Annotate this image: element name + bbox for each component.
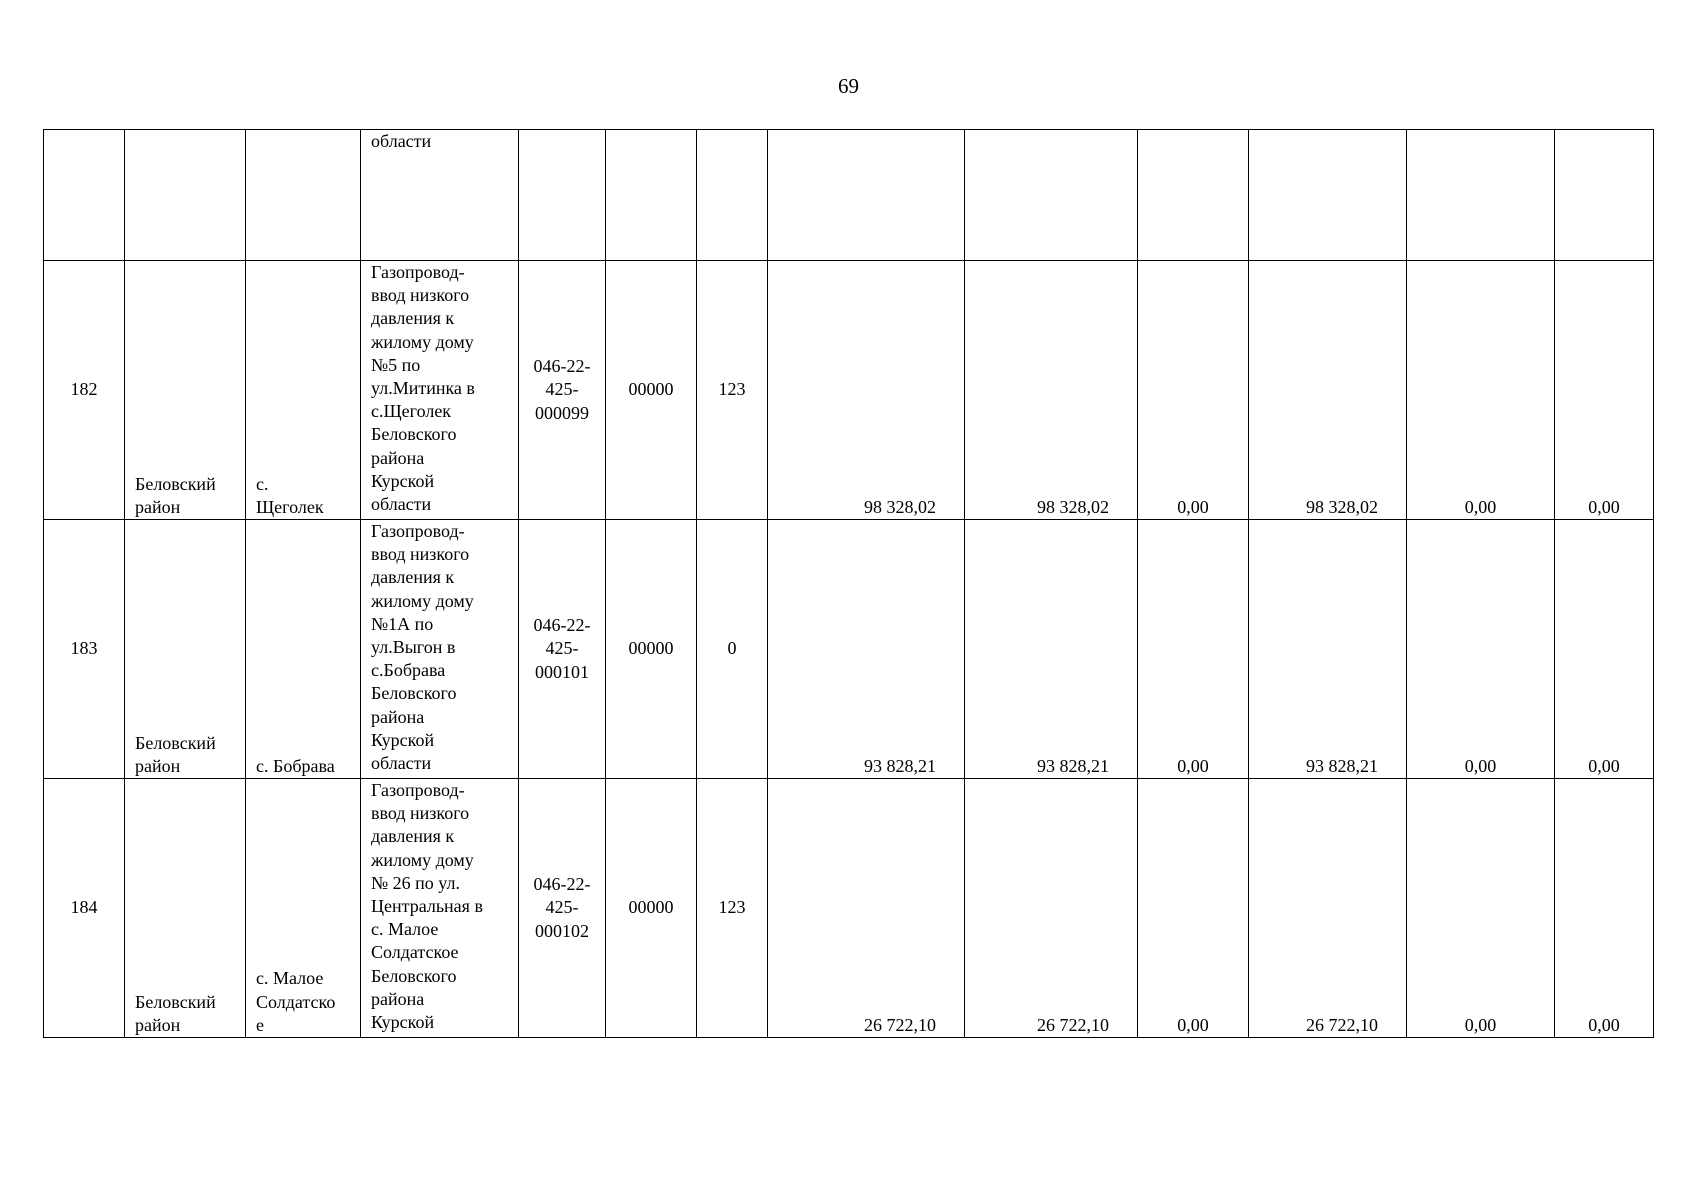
cell-locality: с. Малое Солдатско е (246, 779, 361, 1038)
cell-value-6 (1555, 130, 1654, 261)
cell-num: 182 (44, 261, 125, 520)
cell-value-5: 0,00 (1407, 520, 1555, 779)
page-number: 69 (838, 74, 859, 98)
cell-num: 183 (44, 520, 125, 779)
cell-value-2: 26 722,10 (965, 779, 1138, 1038)
cell-num (44, 130, 125, 261)
cell-district: Беловский район (125, 520, 246, 779)
cell-value-4: 26 722,10 (1249, 779, 1407, 1038)
cell-value-4: 98 328,02 (1249, 261, 1407, 520)
registry-table (43, 129, 1654, 1038)
cell-object-name: Газопровод- ввод низкого давления к жилому дому №1А по ул.Выгон в с.Бобрава Беловского района Курской области (361, 520, 519, 779)
table-row (44, 261, 1654, 520)
cell-value-3 (1138, 130, 1249, 261)
table-row (44, 520, 1654, 779)
cell-locality: с. Бобрава (246, 520, 361, 779)
cell-value-3: 0,00 (1138, 779, 1249, 1038)
cell-col7 (697, 130, 768, 261)
cell-value-6: 0,00 (1555, 779, 1654, 1038)
cell-district: Беловский район (125, 779, 246, 1038)
cell-col7: 0 (697, 520, 768, 779)
cell-value-2: 93 828,21 (965, 520, 1138, 779)
cell-value-4: 93 828,21 (1249, 520, 1407, 779)
cell-value-4 (1249, 130, 1407, 261)
cell-value-2 (965, 130, 1138, 261)
cell-locality: с. Щеголек (246, 261, 361, 520)
cell-value-2: 98 328,02 (965, 261, 1138, 520)
cell-value-6: 0,00 (1555, 261, 1654, 520)
cell-value-5 (1407, 130, 1555, 261)
table-row (44, 779, 1654, 1038)
cell-value-1: 98 328,02 (768, 261, 965, 520)
cell-col7: 123 (697, 779, 768, 1038)
cell-object-name: области (361, 130, 519, 261)
cell-object-name: Газопровод- ввод низкого давления к жилому дому №5 по ул.Митинка в с.Щеголек Беловского района Курской области (361, 261, 519, 520)
cell-value-1 (768, 130, 965, 261)
cell-value-5: 0,00 (1407, 779, 1555, 1038)
cell-col7: 123 (697, 261, 768, 520)
cell-value-6: 0,00 (1555, 520, 1654, 779)
table-row-continuation (44, 130, 1654, 261)
cell-cadastral-code: 046-22- 425- 000101 (519, 520, 606, 779)
cell-value-1: 93 828,21 (768, 520, 965, 779)
cell-cadastral-code: 046-22- 425- 000099 (519, 261, 606, 520)
cell-district: Беловский район (125, 261, 246, 520)
cell-col6: 00000 (606, 261, 697, 520)
cell-col6 (606, 130, 697, 261)
cell-col6: 00000 (606, 779, 697, 1038)
cell-object-name: Газопровод- ввод низкого давления к жилому дому № 26 по ул. Центральная в с. Малое Солдатское Беловского района Курской (361, 779, 519, 1038)
cell-col6: 00000 (606, 520, 697, 779)
cell-value-1: 26 722,10 (768, 779, 965, 1038)
cell-cadastral-code: 046-22- 425- 000102 (519, 779, 606, 1038)
cell-value-3: 0,00 (1138, 261, 1249, 520)
cell-cadastral-code (519, 130, 606, 261)
cell-value-3: 0,00 (1138, 520, 1249, 779)
cell-num: 184 (44, 779, 125, 1038)
cell-district (125, 130, 246, 261)
cell-value-5: 0,00 (1407, 261, 1555, 520)
cell-locality (246, 130, 361, 261)
